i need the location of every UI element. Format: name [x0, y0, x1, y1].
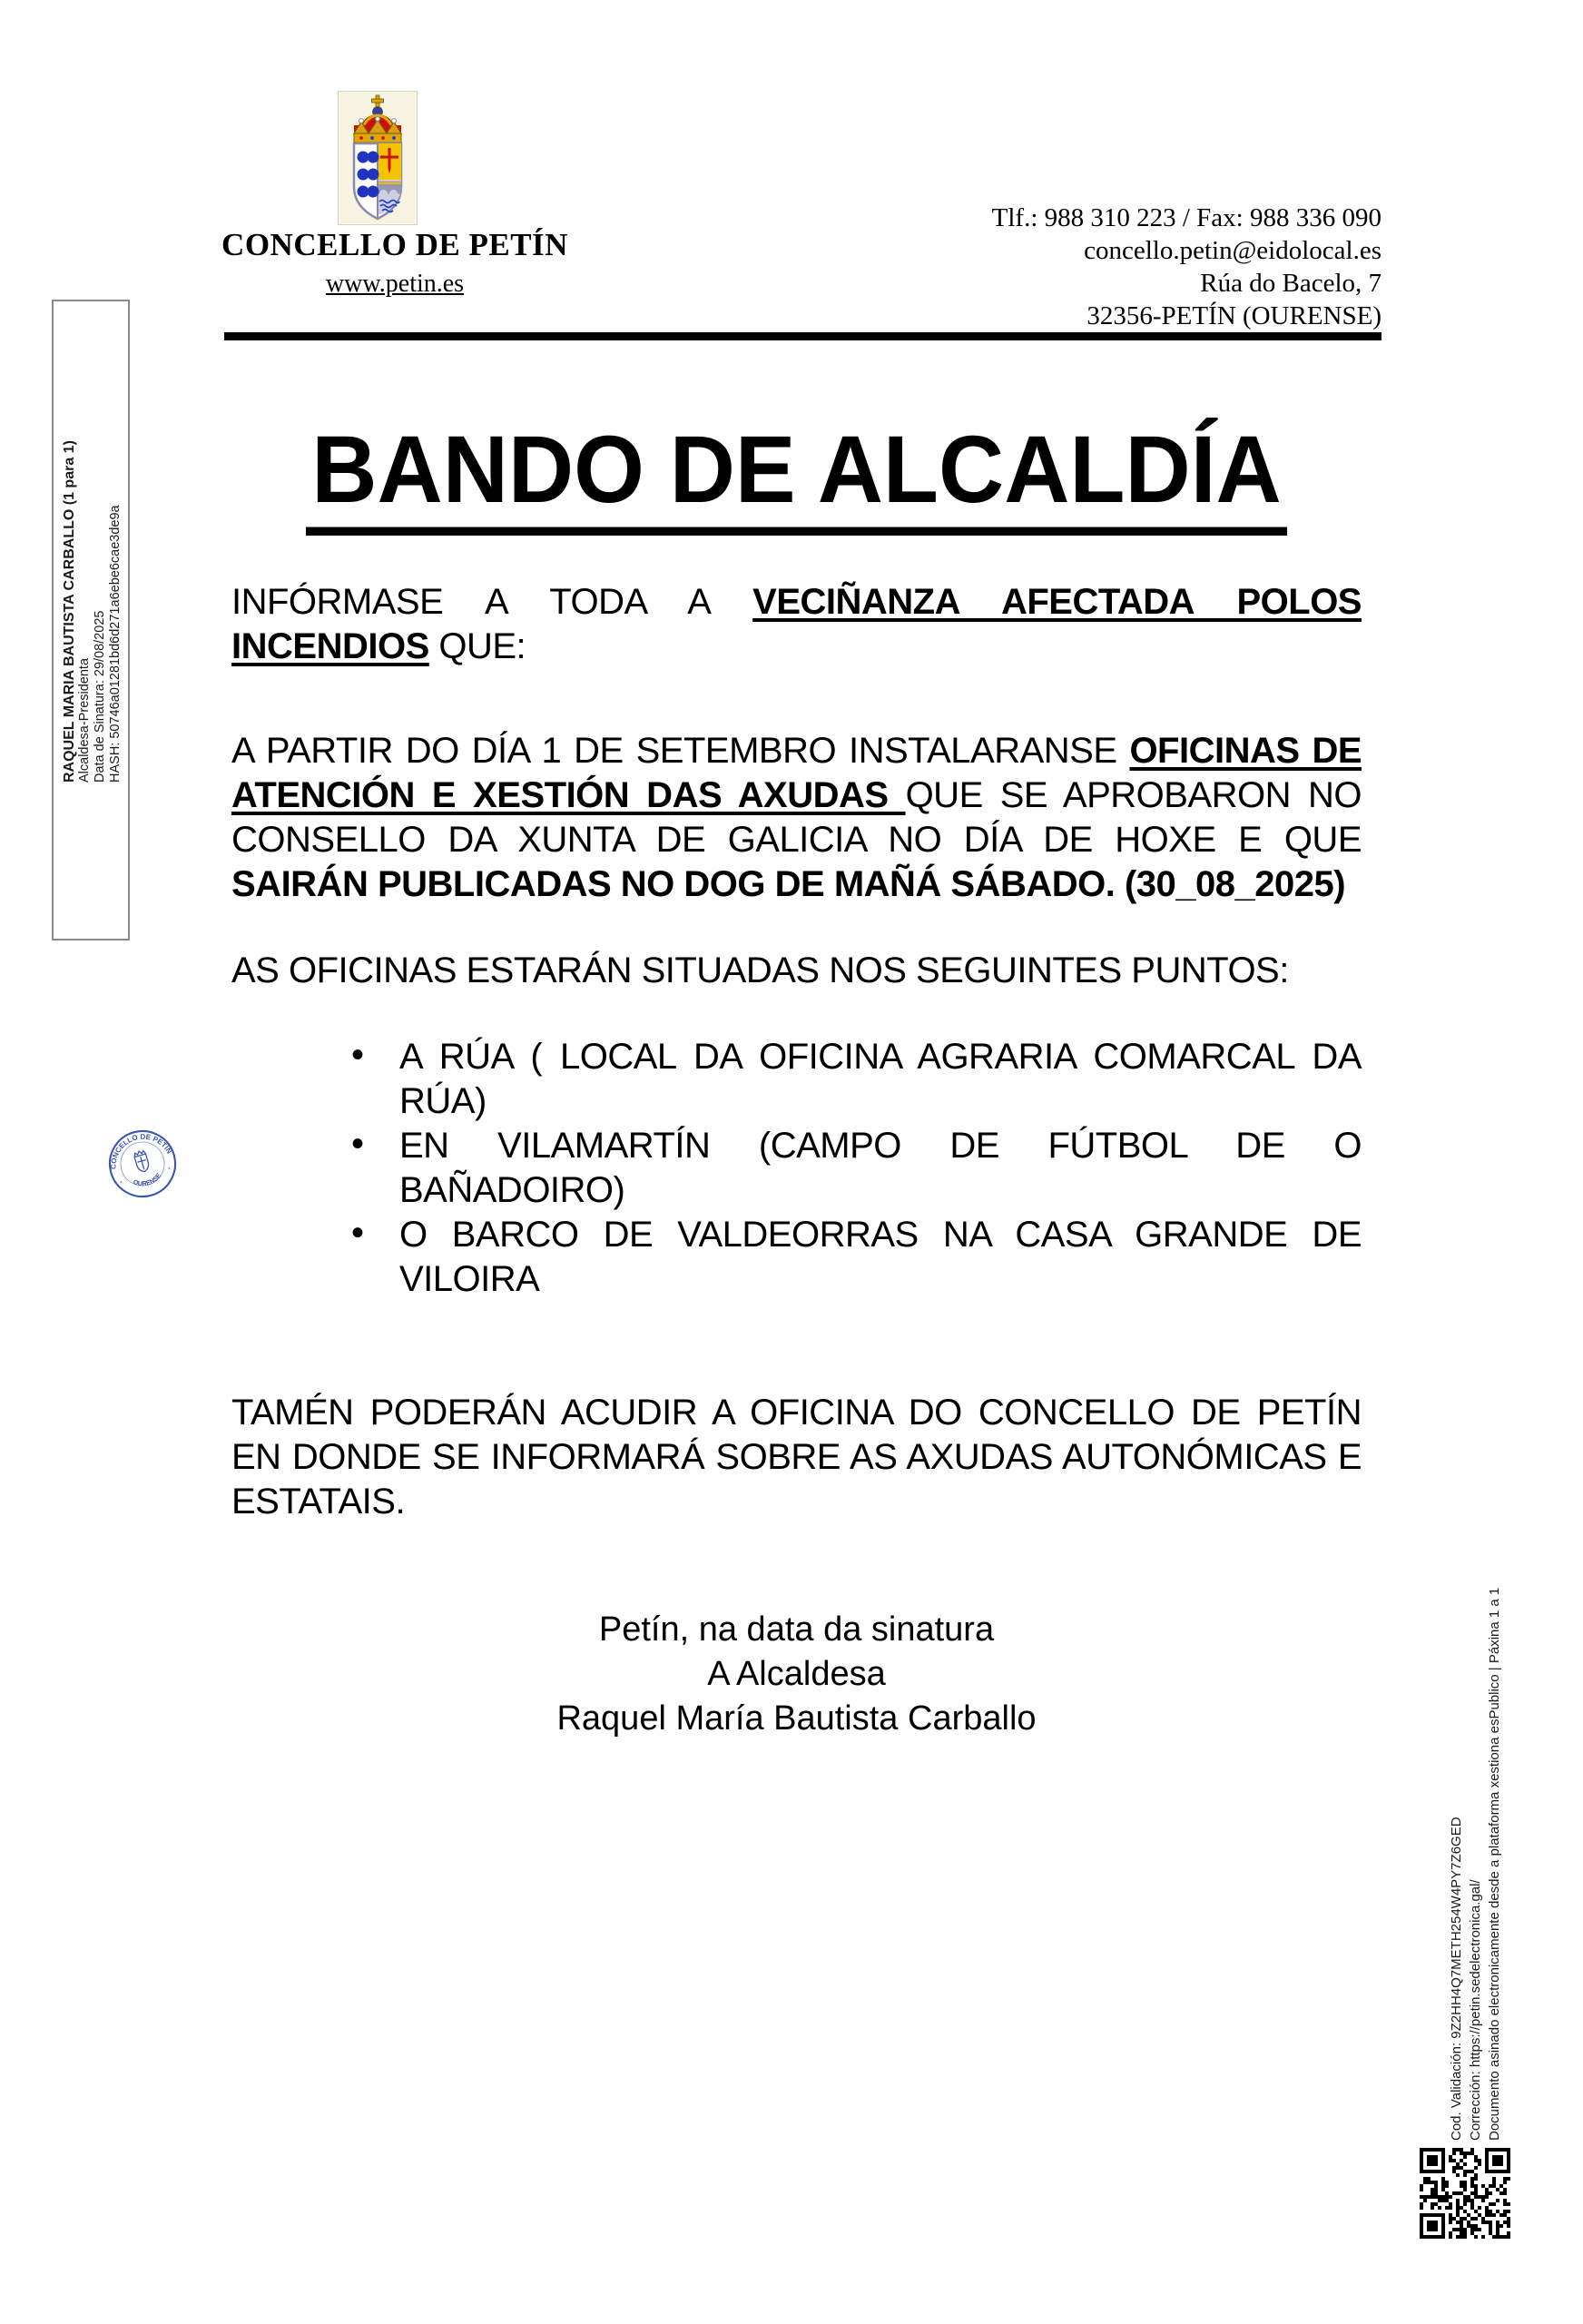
bullet-icon: •: [351, 1213, 364, 1253]
validation-code: Cod. Validación: 9Z2HH4Q7METH254W4PY7Z6GED: [1449, 1817, 1464, 2141]
svg-text:*: *: [167, 1166, 172, 1174]
list-item: • O BARCO DE VALDEORRAS NA CASA GRANDE DE VILOIRA: [351, 1213, 1362, 1299]
signature-block: [231, 1608, 1362, 1741]
coat-of-arms-icon: [338, 91, 418, 225]
svg-text:CONCELLO DE PETÍN: CONCELLO DE PETÍN: [109, 1132, 174, 1169]
signature-hash: HASH: 50746a01281bd6d271a6ebe6cae3de9a: [108, 505, 123, 783]
bullet-icon: •: [351, 1035, 364, 1075]
signer-name: RAQUEL MARIA BAUTISTA CARBALLO (1 para 1): [62, 440, 77, 783]
office-locations-list: [231, 1035, 1362, 1302]
paragraph-puntos: AS OFICINAS ESTARÁN SITUADAS NOS SEGUINTES PUNTOS:: [231, 950, 1289, 990]
validation-footer: [1447, 1588, 1504, 2141]
list-item: • EN VILAMARTÍN (CAMPO DE FÚTBOL DE O BAÑADOIRO): [351, 1124, 1362, 1210]
svg-text:OURENSE: OURENSE: [132, 1171, 163, 1188]
paragraph-informase: INFÓRMASE A TODA A VECIÑANZA AFECTADA POLOS INCENDIOS QUE:: [231, 582, 1362, 666]
signature-date: Data de Sinatura: 29/08/2025: [93, 610, 107, 783]
platform-note: Documento asinado electronicamente desde a plataforma xestiona esPublico | Páxina 1 a 1: [1487, 1587, 1502, 2141]
page-title: BANDO DE ALCALDÍA: [231, 425, 1362, 533]
bullet-icon: •: [351, 1124, 364, 1164]
qr-code: [1420, 2148, 1510, 2239]
signature-role: A Alcaldesa: [707, 1655, 886, 1693]
signature-name: Raquel María Bautista Carballo: [556, 1699, 1037, 1738]
stamp-seal-icon: [106, 1126, 179, 1202]
document-body: [231, 416, 1362, 1741]
contact-block: [992, 202, 1381, 332]
svg-text:*: *: [119, 1180, 123, 1187]
stamp-seal: [106, 1126, 179, 1202]
signature-strip-text: [62, 440, 123, 783]
paragraph-oficinas: A PARTIR DO DÍA 1 DE SETEMBRO INSTALARANSE OFICINAS DE ATENCIÓN E XESTIÓN DAS AXUDAS QUE SE APROBARON NO CONSELLO DA XUNTA DE GALICIA NO DÍA DE HOXE E QUE SAIRÁN PUBLICADAS NO DOG DE MAÑÁ SÁBADO. (30_08_2025): [231, 731, 1362, 904]
header-rule: [224, 332, 1381, 340]
verification-url: Corrección: https://petin.sedelectronica.gal/: [1468, 1879, 1483, 2141]
address-line2: 32356-PETÍN (OURENSE): [1086, 301, 1381, 330]
website-link[interactable]: www.petin.es: [325, 270, 465, 298]
paragraph-tamen: TAMÉN PODERÁN ACUDIR A OFICINA DO CONCELLO DE PETÍN EN DONDE SE INFORMARÁ SOBRE AS AXUDAS AUTONÓMICAS E ESTATAIS.: [231, 1393, 1362, 1521]
signature-place: Petín, na data da sinatura: [598, 1610, 995, 1649]
org-name: CONCELLO DE PETÍN: [221, 227, 568, 262]
emphasis-vecinanza: VECIÑANZA AFECTADA POLOS INCENDIOS: [231, 582, 1362, 666]
phone-fax: Tlf.: 988 310 223 / Fax: 988 336 090: [991, 203, 1381, 232]
emphasis-oficinas: OFICINAS DE ATENCIÓN E XESTIÓN DAS AXUDAS: [231, 731, 1362, 815]
signer-role: Alcaldesa-Presidenta: [77, 657, 92, 783]
emphasis-dog: SAIRÁN PUBLICADAS NO DOG DE MAÑÁ SÁBADO. (30_08_2025): [231, 864, 1346, 904]
address-line1: Rúa do Bacelo, 7: [1200, 269, 1381, 298]
list-item: • A RÚA ( LOCAL DA OFICINA AGRARIA COMARCAL DA RÚA): [351, 1035, 1362, 1121]
email: concello.petin@eidolocal.es: [1084, 236, 1381, 265]
